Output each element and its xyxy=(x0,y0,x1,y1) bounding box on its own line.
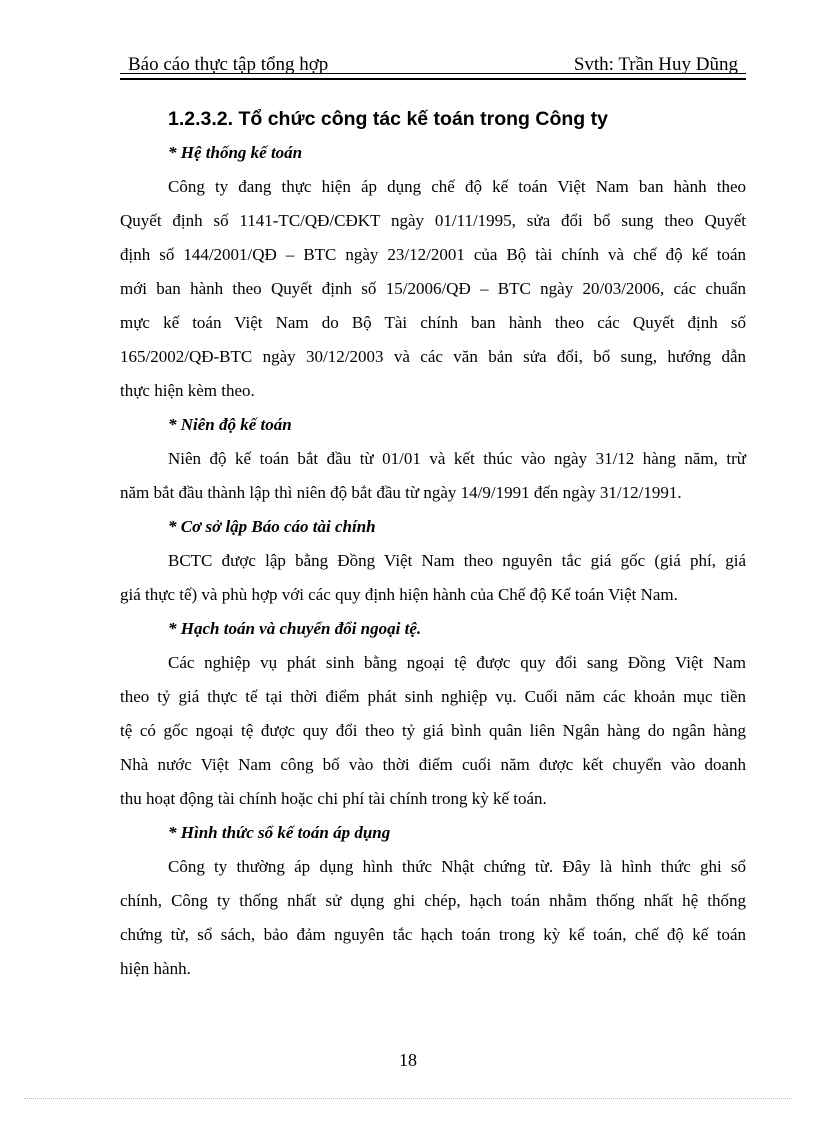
text-line: 165/2002/QĐ-BTC ngày 30/12/2003 và các văn bản sửa đổi, bổ sung, hướng dẫn xyxy=(120,347,746,366)
paragraph xyxy=(120,646,746,816)
text-line: giá thực tế) và phù hợp với các quy định hiện hành của Chế độ Kế toán Việt Nam. xyxy=(120,585,678,604)
subheading: * Cơ sở lập Báo cáo tài chính xyxy=(168,517,376,536)
text-line: thu hoạt động tài chính hoặc chi phí tài chính trong kỳ kế toán. xyxy=(120,789,547,808)
page-content xyxy=(120,94,746,986)
text-line: Niên độ kế toán bắt đầu từ 01/01 và kết thúc vào ngày 31/12 hàng năm, trừ xyxy=(168,449,746,468)
text-line: mới ban hành theo Quyết định số 15/2006/QĐ – BTC ngày 20/03/2006, các chuẩn xyxy=(120,279,746,298)
text-line: BCTC được lập bằng Đồng Việt Nam theo nguyên tắc giá gốc (giá phí, giá xyxy=(168,551,746,570)
paragraph xyxy=(120,170,746,408)
text-line: Quyết định số 1141-TC/QĐ/CĐKT ngày 01/11/1995, sửa đổi bổ sung theo Quyết xyxy=(120,211,746,230)
text-line: năm bắt đầu thành lập thì niên độ bắt đầu từ ngày 14/9/1991 đến ngày 31/12/1991. xyxy=(120,483,682,502)
text-line: mực kế toán Việt Nam do Bộ Tài chính ban hành theo các Quyết định số xyxy=(120,313,746,332)
section-accounting-system xyxy=(120,136,746,408)
subheading: * Niên độ kế toán xyxy=(168,415,292,434)
text-line: Các nghiệp vụ phát sinh bằng ngoại tệ được quy đổi sang Đồng Việt Nam xyxy=(168,653,746,672)
text-line: Nhà nước Việt Nam công bố vào thời điểm cuối năm được kết chuyển vào doanh xyxy=(120,755,746,774)
text-line: thực hiện kèm theo. xyxy=(120,381,255,400)
section-foreign-currency xyxy=(120,612,746,816)
page-number: 18 xyxy=(399,1050,417,1070)
page-bottom-divider xyxy=(24,1098,792,1099)
paragraph xyxy=(120,850,746,986)
text-line: định số 144/2001/QĐ – BTC ngày 23/12/2001 của Bộ tài chính và chế độ kế toán xyxy=(120,245,746,264)
paragraph xyxy=(120,544,746,612)
page-header xyxy=(120,48,746,80)
text-line: theo tỷ giá thực tế tại thời điểm phát sinh nghiệp vụ. Cuối năm các khoản mục tiền xyxy=(120,687,746,706)
text-line: hiện hành. xyxy=(120,959,191,978)
paragraph xyxy=(120,442,746,510)
header-author: Svth: Trần Huy Dũng xyxy=(573,54,738,75)
section-title: 1.2.3.2. Tổ chức công tác kế toán trong Công ty xyxy=(168,108,608,130)
header-report-title: Báo cáo thực tập tổng hợp xyxy=(128,54,329,75)
text-line: Công ty thường áp dụng hình thức Nhật chứng từ. Đây là hình thức ghi sổ xyxy=(168,857,746,876)
subheading: * Hệ thống kế toán xyxy=(168,143,303,162)
text-line: Công ty đang thực hiện áp dụng chế độ kế toán Việt Nam ban hành theo xyxy=(168,177,746,196)
text-line: tệ có gốc ngoại tệ được quy đổi theo tỷ giá bình quân liên Ngân hàng do ngân hàng xyxy=(120,721,746,740)
section-fiscal-year xyxy=(120,408,746,510)
text-line: chứng từ, sổ sách, bảo đảm nguyên tắc hạch toán trong kỳ kế toán, chế độ kế toán xyxy=(120,925,746,944)
section-bookkeeping-form xyxy=(120,816,746,986)
section-financial-report-basis xyxy=(120,510,746,612)
subheading: * Hạch toán và chuyển đổi ngoại tệ. xyxy=(168,619,422,638)
text-line: chính, Công ty thống nhất sử dụng ghi chép, hạch toán nhằm thống nhất hệ thống xyxy=(120,891,746,910)
subheading: * Hình thức sổ kế toán áp dụng xyxy=(168,823,391,842)
